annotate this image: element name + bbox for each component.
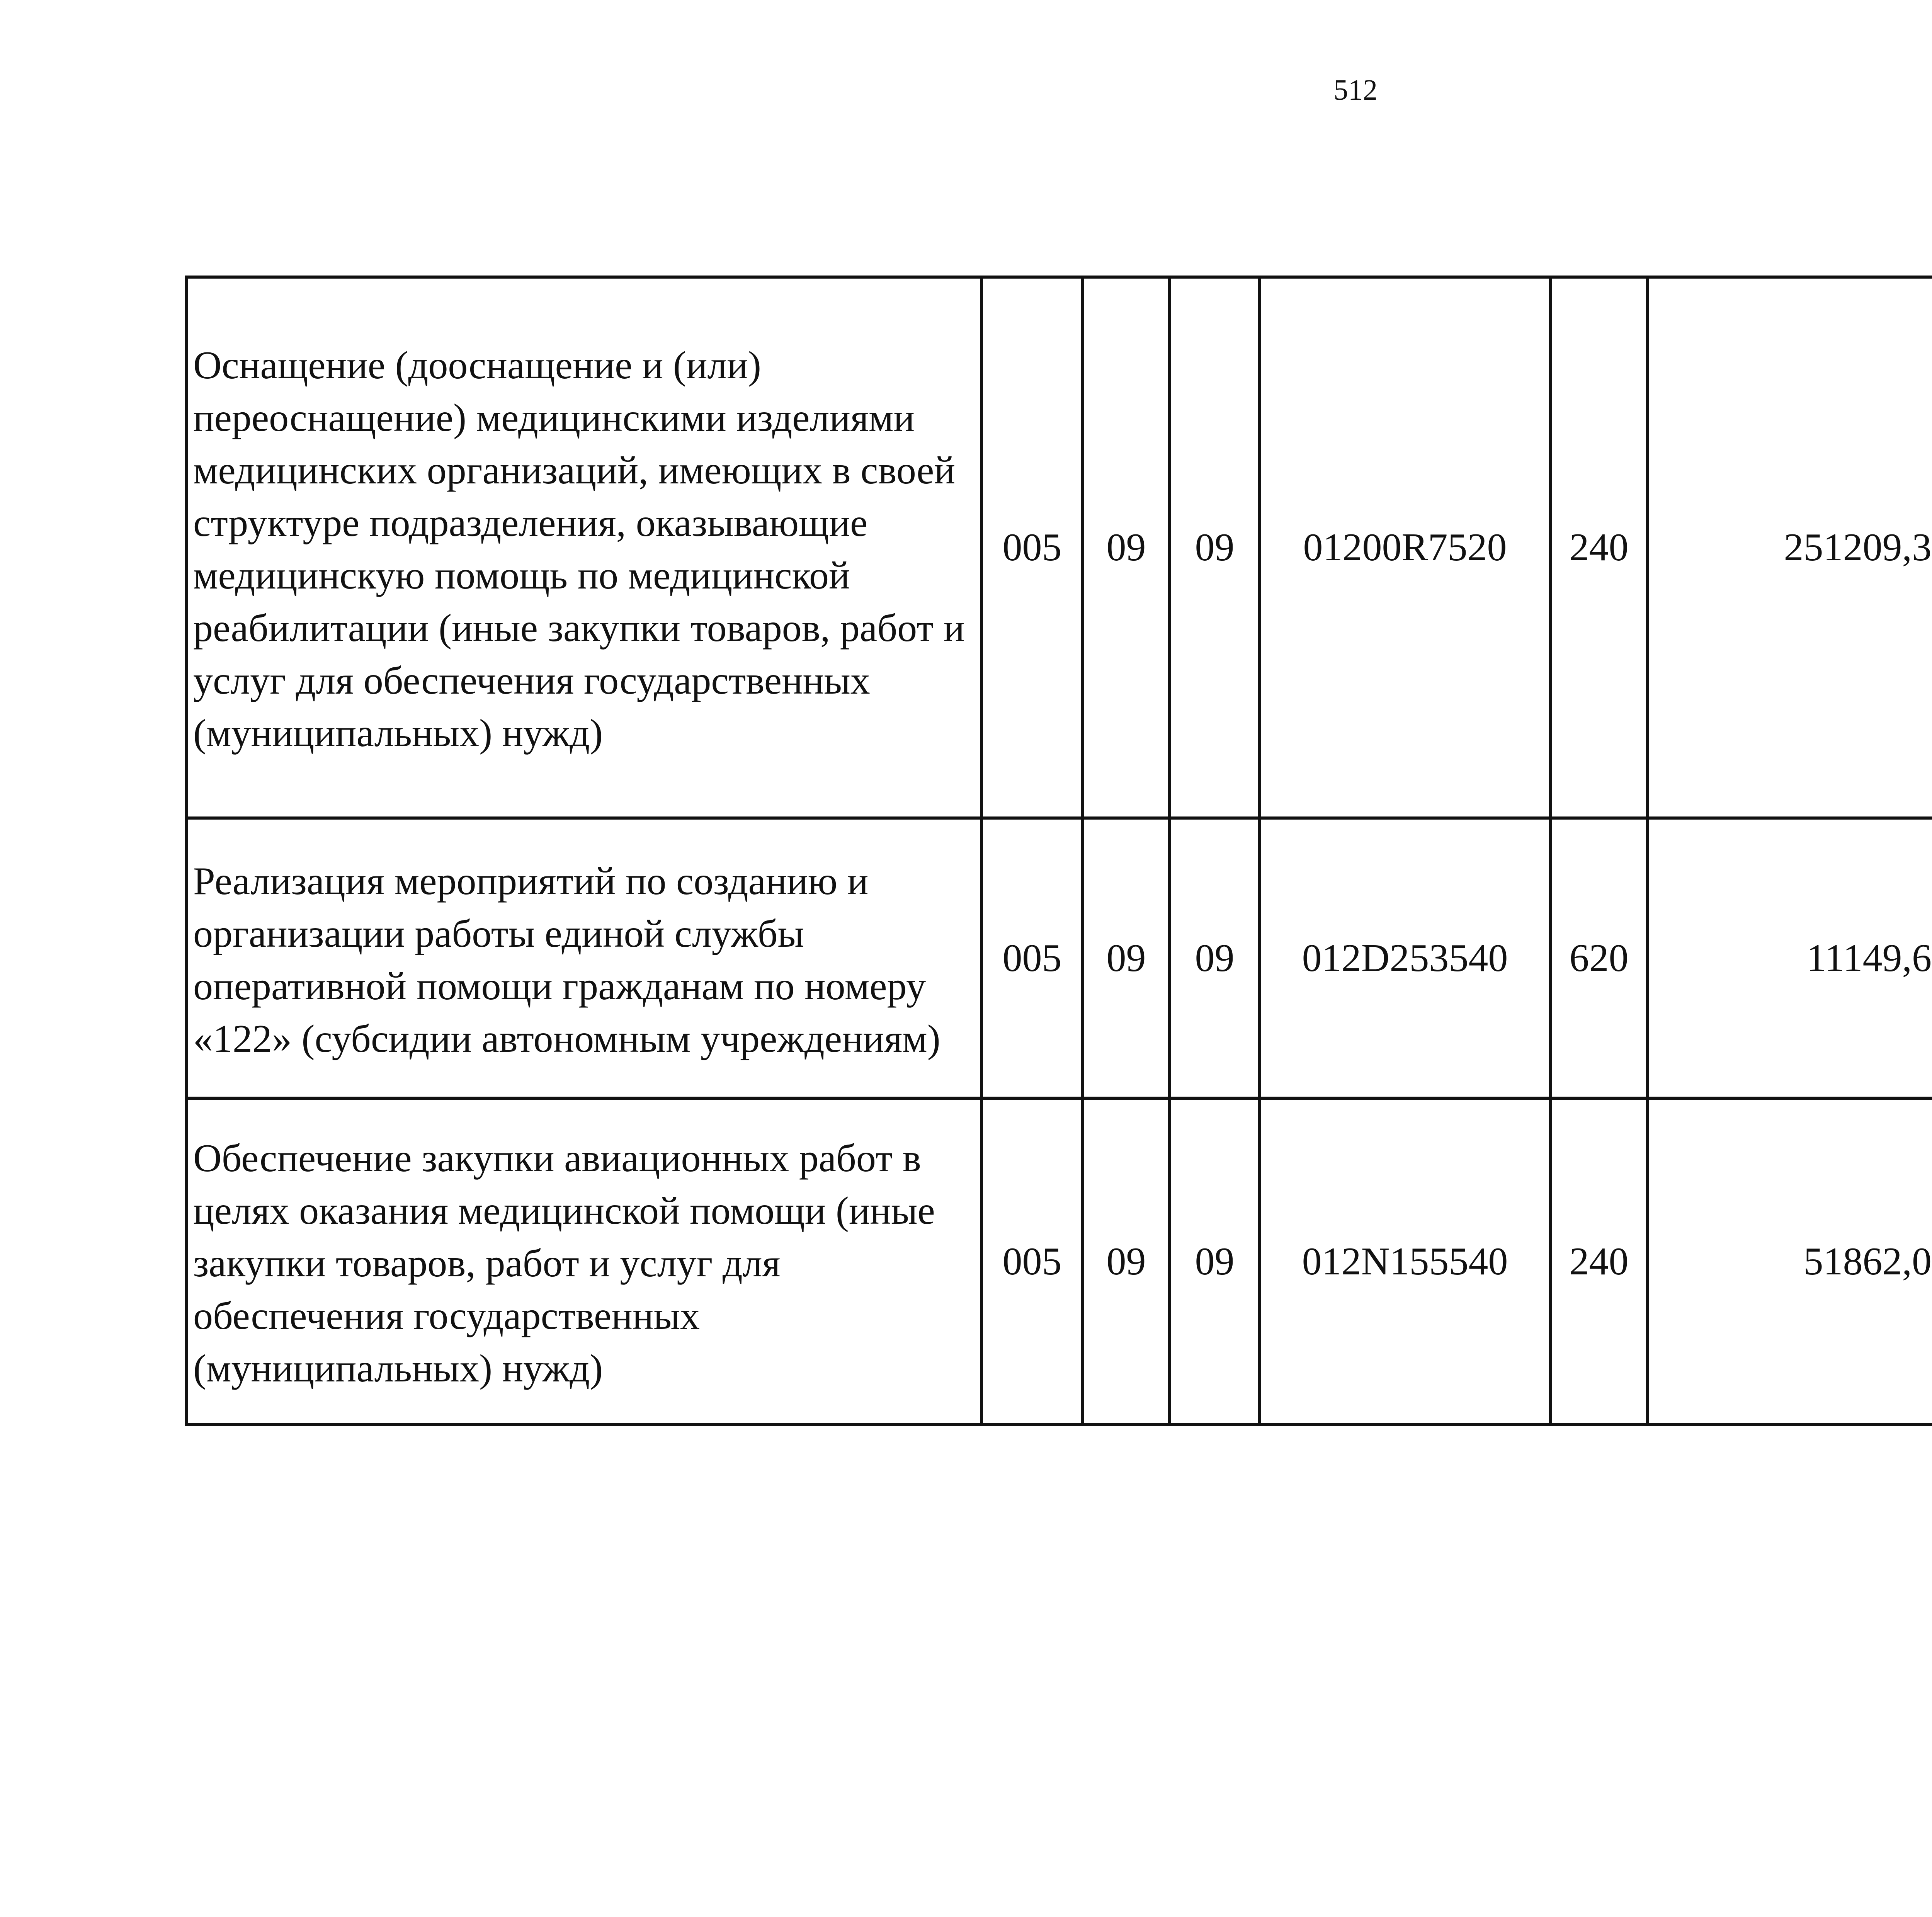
- table-row: [186, 1098, 1932, 1425]
- row-description: Оснащение (дооснащение и (или) переоснащение) медицинскими изделиями медицинских организаций, имеющих в своей структуре подразделения, оказывающие медицинскую помощь по медицинской реабилитации (иные закупки товаров, работ и услуг для обеспечения государственных (муниципальных) нужд): [186, 277, 981, 818]
- subsection-code: 09: [1170, 818, 1260, 1098]
- ministry-code: 005: [981, 818, 1083, 1098]
- section-code: 09: [1083, 1098, 1170, 1425]
- row-description: Обеспечение закупки авиационных работ в целях оказания медицинской помощи (иные закупки товаров, работ и услуг для обеспечения государственных (муниципальных) нужд): [186, 1098, 981, 1425]
- amount-1: 11149,6: [1648, 818, 1932, 1098]
- section-code: 09: [1083, 277, 1170, 818]
- target-article-code: 01200R7520: [1260, 277, 1550, 818]
- row-description: Реализация мероприятий по созданию и организации работы единой службы оперативной помощи гражданам по номеру «122» (субсидии автономным учреждениям): [186, 818, 981, 1098]
- expense-type-code: 620: [1550, 818, 1648, 1098]
- target-article-code: 012D253540: [1260, 818, 1550, 1098]
- table-row: [186, 818, 1932, 1098]
- subsection-code: 09: [1170, 277, 1260, 818]
- amount-1: 51862,0: [1648, 1098, 1932, 1425]
- ministry-code: 005: [981, 1098, 1083, 1425]
- page-number: 512: [1333, 74, 1378, 106]
- amount-1: 251209,3: [1648, 277, 1932, 818]
- target-article-code: 012N155540: [1260, 1098, 1550, 1425]
- ministry-code: 005: [981, 277, 1083, 818]
- section-code: 09: [1083, 818, 1170, 1098]
- expense-type-code: 240: [1550, 1098, 1648, 1425]
- expense-type-code: 240: [1550, 277, 1648, 818]
- table-row: [186, 277, 1932, 818]
- budget-table: [185, 276, 1932, 1426]
- subsection-code: 09: [1170, 1098, 1260, 1425]
